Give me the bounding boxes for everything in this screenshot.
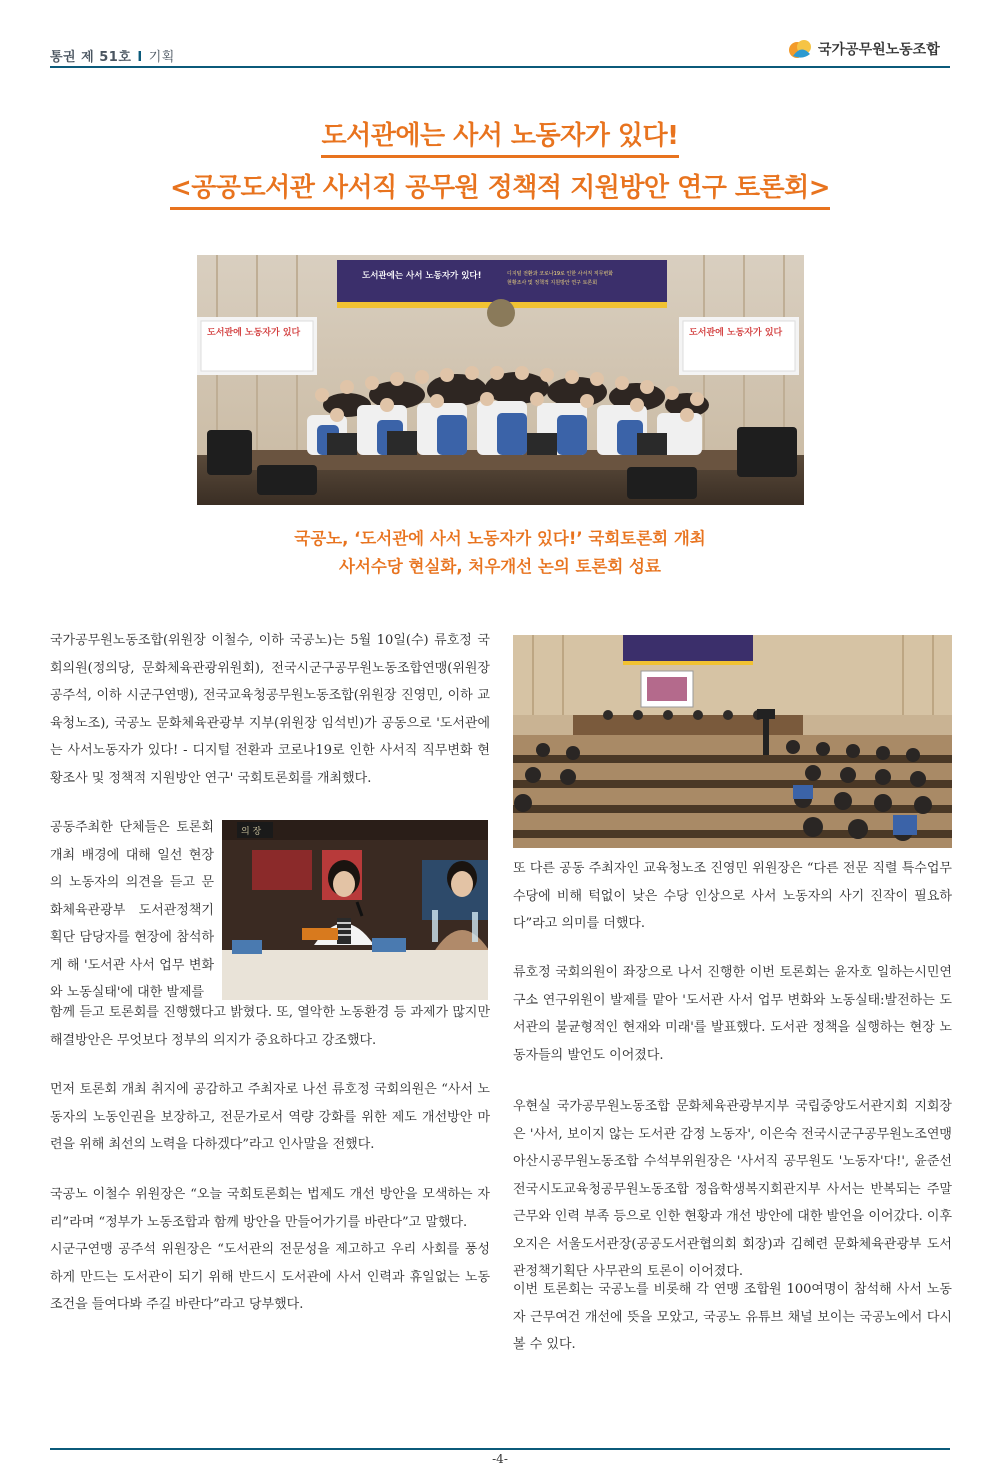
paragraph-2-wrapped: 공동주최한 단체들은 토론회 개최 배경에 대해 일선 현장의 노동자의 의견을 듣고 문화체육관광부 도서관정책기획단 담당자를 현장에 참석하게 해 '도서관 사서 업무 변화와 노동실태'에 대한 발제를 bbox=[50, 820, 214, 1000]
banner-subtitle-2: 현황조사 및 정책적 지원방안 연구 토론회 bbox=[507, 280, 598, 286]
header-separator: I bbox=[137, 50, 143, 65]
panel-photo bbox=[222, 820, 488, 1000]
subtitle-line-2: 사서수당 현실화, 처우개선 논의 토론회 성료 bbox=[339, 557, 661, 576]
logo-text: 국가공무원노동조합 bbox=[818, 42, 940, 58]
article-title bbox=[0, 120, 1000, 210]
paragraph-9: 이번 토론회는 국공노를 비롯해 각 연맹 조합원 100여명이 참석해 사서 노동자 근무여건 개선에 뜻을 모았고, 국공노 유튜브 채널 보이는 국공노에서 다시 볼 수 있다. bbox=[513, 1282, 952, 1352]
paragraph-4: 국공노 이철수 위원장은 “오늘 국회토론회는 법제도 개선 방안을 모색하는 자리”라며 “정부가 노동조합과 함께 방안을 만들어가기를 바란다”고 말했다. bbox=[50, 1187, 490, 1230]
page-number: -4- bbox=[492, 1452, 508, 1466]
chair-sign-text: 의 장 bbox=[241, 827, 262, 837]
title-line-2: <공공도서관 사서직 공무원 정책적 지원방안 연구 토론회> bbox=[170, 172, 830, 210]
banner-subtitle-1: 디지털 전환과 코로나19로 인한 사서직 직무변화 bbox=[507, 271, 614, 277]
left-screen-text: 도서관에 노동자가 있다 bbox=[207, 328, 301, 338]
union-logo-icon bbox=[788, 36, 814, 62]
union-logo bbox=[788, 36, 940, 62]
title-line-1: 도서관에는 사서 노동자가 있다! bbox=[321, 120, 678, 158]
paragraph-2-continued: 함께 듣고 토론회를 진행했다고 밝혔다. 또, 열악한 노동환경 등 과제가 많지만 해결방안은 무엇보다 정부의 의지가 중요하다고 강조했다. bbox=[50, 1005, 490, 1048]
paragraph-8: 우현실 국가공무원노동조합 문화체육관광부지부 국립중앙도서관지회 지회장은 '사서, 보이지 않는 도서관 감정 노동자', 이은숙 전국시군구공무원노조연맹 아산시공무원노동조합 수석부위원장은 '사서직 공무원도 '노동자'다!', 윤준선 전국시도교육청공무원노동조합 정읍학생복지회관지부 사서는 반복되는 주말 근무와 인력 부족 등으로 인한 현황과 개선 방안에 대한 발언을 이어갔다. 이후 오지은 서울도서관장(공공도서관협의회 회장)과 김혜련 문화체육관광부 도서관정책기획단 사무관의 토론이 이어졌다. bbox=[513, 1099, 952, 1279]
paragraph-7: 류호정 국회의원이 좌장으로 나서 진행한 이번 토론회는 윤자호 일하는시민연구소 연구위원이 발제를 맡아 '도서관 사서 업무 변화와 노동실태:발전하는 도서관의 불균형적인 현재와 미래'를 발표했다. 도서관 정책을 실행하는 현장 노동자들의 발언도 이어졌다. bbox=[513, 965, 952, 1063]
paragraph-1: 국가공무원노동조합(위원장 이철수, 이하 국공노)는 5월 10일(수) 류호정 국회의원(정의당, 문화체육관광위원회), 전국시군구공무원노동조합연맹(위원장 공주석, 이하 시군구연맹), 전국교육청공무원노동조합(위원장 진영민, 이하 교육청노조), 국공노 문화체육관광부 지부(위원장 임석빈)가 공동으로 '도서관에는 사서노동자가 있다! - 디지털 전환과 코로나19로 인한 사서직 직무변화 현황조사 및 정책적 지원방안 연구' 국회토론회를 개최했다. bbox=[50, 633, 490, 786]
group-photo bbox=[197, 255, 804, 505]
footer-rule bbox=[50, 1448, 950, 1450]
issue-header bbox=[50, 46, 175, 65]
auditorium-photo bbox=[513, 635, 952, 848]
right-screen-text: 도서관에 노동자가 있다 bbox=[689, 328, 783, 338]
subtitle-line-1: 국공노, ‘도서관에 사서 노동자가 있다!’ 국회토론회 개최 bbox=[294, 529, 706, 548]
paragraph-6: 또 다른 공동 주최자인 교육청노조 진영민 위원장은 “다른 전문 직렬 특수업무수당에 비해 턱없이 낮은 수당 인상으로 사서 노동자의 사기 진작이 필요하다”라고 의미를 더했다. bbox=[513, 861, 952, 931]
banner-title: 도서관에는 사서 노동자가 있다! bbox=[362, 271, 482, 281]
header-rule bbox=[50, 66, 950, 68]
paragraph-3: 먼저 토론회 개최 취지에 공감하고 주최자로 나선 류호정 국회의원은 “사서 노동자의 노동인권을 보장하고, 전문가로서 역량 강화를 위한 제도 개선방안 마련을 위해 최선의 노력을 다하겠다”라고 인사말을 전했다. bbox=[50, 1082, 490, 1152]
article-subtitle bbox=[0, 525, 1000, 581]
paragraph-5: 시군구연맹 공주석 위원장은 “도서관의 전문성을 제고하고 우리 사회를 풍성하게 만드는 도서관이 되기 위해 반드시 도서관에 사서 인력과 휴일없는 노동 조건을 들여다봐 주길 바란다”라고 당부했다. bbox=[50, 1242, 490, 1312]
section-category: 기획 bbox=[148, 50, 175, 65]
issue-number: 통권 제 51호 bbox=[50, 50, 132, 65]
